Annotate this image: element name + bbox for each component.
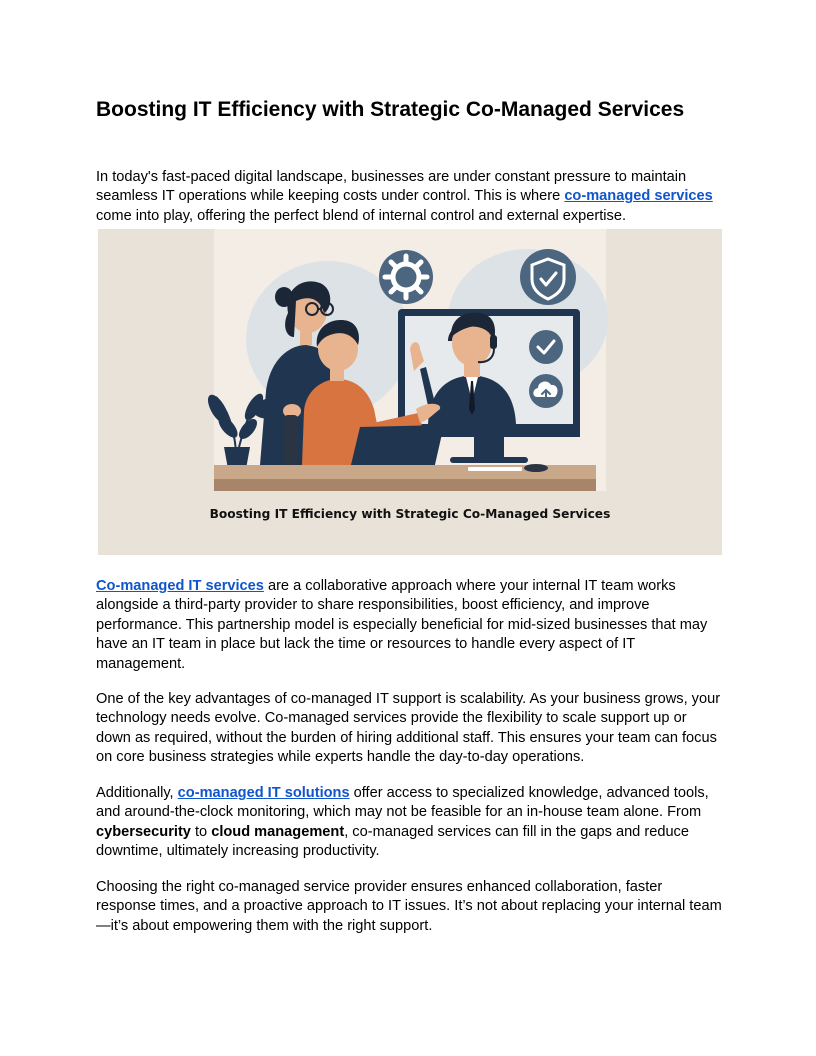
intro-paragraph <box>96 168 722 226</box>
laptop <box>344 425 446 471</box>
co-managed-services-link[interactable]: co-managed services <box>564 188 713 205</box>
chair <box>284 415 298 465</box>
hero-illustration <box>98 229 722 555</box>
para3-text-mid2: to <box>190 823 212 840</box>
para2-text: One of the key advantages of co-managed IT support is scalability. As your business grows, your technology needs evolve. Co-managed services provide the flexibility to scale support up or down as required, without the burden of hiring additional staff. This ensures your team can focus on core business strategies while experts handle the day-to-day operations. <box>96 691 721 766</box>
desk <box>214 464 596 491</box>
paragraph-specialized-knowledge <box>96 784 722 862</box>
gear-icon <box>379 250 433 304</box>
cloud-upload-icon <box>529 374 563 408</box>
cybersecurity-bold: cybersecurity <box>96 823 191 840</box>
para3-text-after: , co-managed services can fill in the gaps and reduce downtime, ultimately increasing productivity. <box>96 823 689 860</box>
paragraph-choosing-provider <box>96 878 722 936</box>
shield-check-icon <box>520 249 576 305</box>
intro-text-before: In today's fast-paced digital landscape, businesses are under constant pressure to maintain seamless IT operations while keeping costs under control. This is where <box>96 169 687 205</box>
checkmark-icon <box>529 330 563 364</box>
para3-text-mid1: offer access to specialized knowledge, advanced tools, and around-the-clock monitoring, which may not be feasible for an in-house team alone. From <box>96 785 709 821</box>
para3-text-before: Additionally, <box>96 785 178 801</box>
co-managed-it-solutions-link[interactable]: co-managed IT solutions <box>177 785 350 801</box>
figure-caption: Boosting IT Efficiency with Strategic Co-Managed Services <box>209 507 611 521</box>
co-managed-it-services-link[interactable]: Co-managed IT services <box>96 578 264 594</box>
paragraph-co-managed-services <box>96 577 722 674</box>
intro-text-after: come into play, offering the perfect blend of internal control and external expertise. <box>96 207 627 224</box>
page-title: Boosting IT Efficiency with Strategic Co-Managed Services <box>96 98 685 121</box>
cloud-management-bold: cloud management <box>211 823 345 840</box>
paragraph-scalability <box>96 690 722 768</box>
para4-text: Choosing the right co-managed service provider ensures enhanced collaboration, faster response times, and a proactive approach to IT issues. It’s not about replacing your internal team—it’s about empowering them with the right support. <box>96 879 722 934</box>
para1-text: are a collaborative approach where your internal IT team works alongside a third-party provider to share responsibilities, boost efficiency, and improve performance. This partnership model is especially beneficial for mid-sized businesses that may have an IT team in place but lack the time or resources to handle every aspect of IT management. <box>96 578 708 672</box>
